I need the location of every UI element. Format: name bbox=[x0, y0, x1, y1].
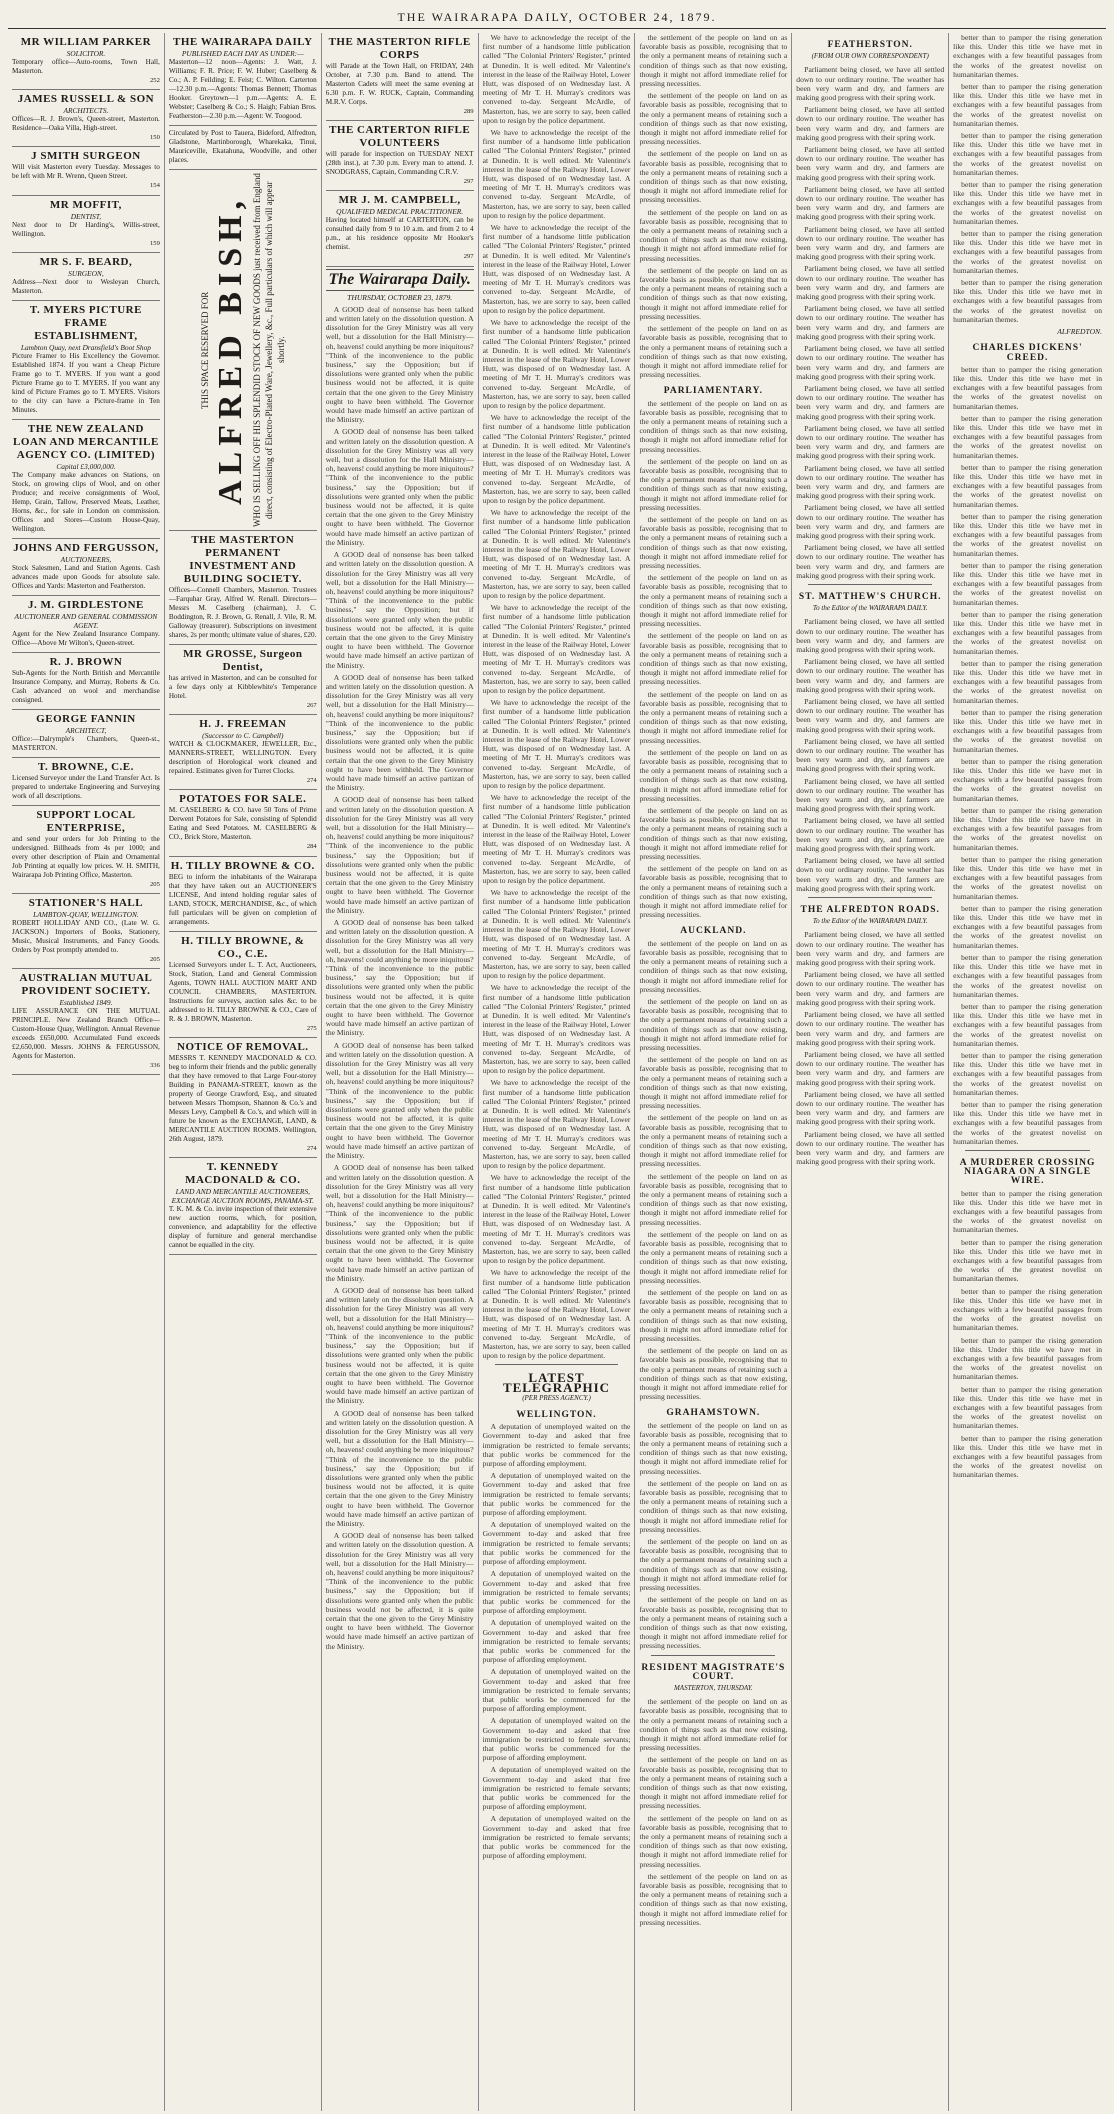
ad-body: Masterton—12 noon—Agents: J. Watt, J. Williams; F. R. Price; F. W. Huber; Caselberg & Co.; A. P. Feilding; E. Feist; C. Wilton. Carterton—12.30 p.m.—Agents: Thomas Bennett; Thomas Hooker. Greytown—1 p.m.—Agents: A. E. Webster; Caselberg & Co.; S. Haigh; Fabian Bros. Featherston—2.30 p.m.—Agent: W. Toogood. bbox=[168, 58, 317, 120]
niagara-heading: A MURDERER CROSSING NIAGARA ON A SINGLE WIRE. bbox=[959, 1157, 1096, 1187]
ad-body: M. CASELBERG & CO. have 50 Tons of Prime Derwent Potatoes for Sale, consisting of Splendid Eating and Seed Potatoes. M. CASELBERG & CO., Brick Store, Masterton. bbox=[168, 806, 317, 842]
ad-heading: POTATOES FOR SALE. bbox=[179, 793, 307, 806]
ad-heading: STATIONER'S HALL bbox=[28, 897, 144, 910]
local-news: We have to acknowledge the receipt of the first number of a handsome little publication called "The Colonial Printers' Register," printed at Dunedin. It is well edited. Mr Valentine's interest in the lease of the Railway Hotel, Lower Hutt, was disposed of on Wednesday last. A meeting of Mr T. H. Murray's creditors was convened to-day. Sergeant McArdle, of Masterton, has, we are sorry to say, been called upon to resign by the police department. We have to acknowledge the receipt of the first number of a handsome little publication called "The Colonial Printers' Register," printed at Dunedin. It is well edited. Mr Valentine's interest in the lease of the Railway Hotel, Lower Hutt, was disposed of on Wednesday last. A meeting of Mr T. H. Murray's creditors was convened to-day. Sergeant McArdle, of Masterton, has, we are sorry to say, been called upon to resign by the police department. We have to acknowledge the receipt of the first number of a handsome little publication called "The Colonial Printers' Register," printed at Dunedin. It is well edited. Mr Valentine's interest in the lease of the Railway Hotel, Lower Hutt, was disposed of on Wednesday last. A meeting of Mr T. H. Murray's creditors was convened to-day. Sergeant McArdle, of Masterton, has, we are sorry to say, been called upon to resign by the police department. We have to acknowledge the receipt of the first number of a handsome little publication called "The Colonial Printers' Register," printed at Dunedin. It is well edited. Mr Valentine's interest in the lease of the Railway Hotel, Lower Hutt, was disposed of on Wednesday last. A meeting of Mr T. H. Murray's creditors was convened to-day. Sergeant McArdle, of Masterton, has, we are sorry to say, been called upon to resign by the police department. We have to acknowledge the receipt of the first number of a handsome little publication called "The Colonial Printers' Register," printed at Dunedin. It is well edited. Mr Valentine's interest in the lease of the Railway Hotel, Lower Hutt, was disposed of on Wednesday last. A meeting of Mr T. H. Murray's creditors was convened to-day. Sergeant McArdle, of Masterton, has, we are sorry to say, been called upon to resign by the police department. We have to acknowledge the receipt of the first number of a handsome little publication called "The Colonial Printers' Register," printed at Dunedin. It is well edited. Mr Valentine's interest in the lease of the Railway Hotel, Lower Hutt, was disposed of on Wednesday last. A meeting of Mr T. H. Murray's creditors was convened to-day. Sergeant McArdle, of Masterton, has, we are sorry to say, been called upon to resign by the police department. We have to acknowledge the receipt of the first number of a handsome little publication called "The Colonial Printers' Register," printed at Dunedin. It is well edited. Mr Valentine's interest in the lease of the Railway Hotel, Lower Hutt, was disposed of on Wednesday last. A meeting of Mr T. H. Murray's creditors was convened to-day. Sergeant McArdle, of Masterton, has, we are sorry to say, been called upon to resign by the police department. We have to acknowledge the receipt of the first number of a handsome little publication called "The Colonial Printers' Register," printed at Dunedin. It is well edited. Mr Valentine's interest in the lease of the Railway Hotel, Lower Hutt, was disposed of on Wednesday last. A meeting of Mr T. H. Murray's creditors was convened to-day. Sergeant McArdle, of Masterton, has, we are sorry to say, been called upon to resign by the police department. We have to acknowledge the receipt of the first number of a handsome little publication called "The Colonial Printers' Register," printed at Dunedin. It is well edited. Mr Valentine's interest in the lease of the Railway Hotel, Lower Hutt, was disposed of on Wednesday last. A meeting of Mr T. H. Murray's creditors was convened to-day. Sergeant McArdle, of Masterton, has, we are sorry to say, been called upon to resign by the police department. We have to acknowledge the receipt of the first number of a handsome little publication called "The Colonial Printers' Register," printed at Dunedin. It is well edited. Mr Valentine's interest in the lease of the Railway Hotel, Lower Hutt, was disposed of on Wednesday last. A meeting of Mr T. H. Murray's creditors was convened to-day. Sergeant McArdle, of Masterton, has, we are sorry to say, been called upon to resign by the police department. We have to acknowledge the receipt of the first number of a handsome little publication called "The Colonial Printers' Register," printed at Dunedin. It is well edited. Mr Valentine's interest in the lease of the Railway Hotel, Lower Hutt, was disposed of on Wednesday last. A meeting of Mr T. H. Murray's creditors was convened to-day. Sergeant McArdle, of Masterton, has, we are sorry to say, been called upon to resign by the police department. We have to acknowledge the receipt of the first number of a handsome little publication called "The Colonial Printers' Register," printed at Dunedin. It is well edited. Mr Valentine's interest in the lease of the Railway Hotel, Lower Hutt, was disposed of on Wednesday last. A meeting of Mr T. H. Murray's creditors was convened to-day. Sergeant McArdle, of Masterton, has, we are sorry to say, been called upon to resign by the police department. We have to acknowledge the receipt of the first number of a handsome little publication called "The Colonial Printers' Register," printed at Dunedin. It is well edited. Mr Valentine's interest in the lease of the Railway Hotel, Lower Hutt, was disposed of on Wednesday last. A meeting of Mr T. H. Murray's creditors was convened to-day. Sergeant McArdle, of Masterton, has, we are sorry to say, been called upon to resign by the police department. We have to acknowledge the receipt of the first number of a handsome little publication called "The Colonial Printers' Register," printed at Dunedin. It is well edited. Mr Valentine's interest in the lease of the Railway Hotel, Lower Hutt, was disposed of on Wednesday last. A meeting of Mr T. H. Murray's creditors was convened to-day. Sergeant McArdle, of Masterton, has, we are sorry to say, been called upon to resign by the police department. bbox=[482, 33, 631, 1361]
court-heading: RESIDENT MAGISTRATE'S COURT. bbox=[641, 1662, 786, 1682]
ad-number: 274 bbox=[306, 1144, 317, 1152]
alfredton-roads-heading: THE ALFREDTON ROADS. bbox=[800, 905, 940, 916]
ad-body: will Parade at the Town Hall, on FRIDAY, 24th October, at 7.30 p.m. Band to attend. The Masterton Cadets will meet the same evening at 6.30 p.m. F. W. RUCK, Captain, Commanding M.R.V. Corps. bbox=[325, 62, 474, 106]
grahamstown-heading: GRAHAMSTOWN. bbox=[666, 1408, 761, 1419]
ad-heading: J SMITH SURGEON bbox=[31, 150, 141, 163]
ad-body: Sub-Agents for the North British and Mercantile Insurance Company, and Murray, Roberts & Co. Cash advanced on wool and merchandise consigned. bbox=[12, 668, 160, 704]
advertisement bbox=[326, 33, 474, 121]
ad-body: Address—Next door to Wesleyan Church, Masterton. bbox=[12, 277, 160, 295]
advertisement bbox=[12, 420, 160, 539]
ad-body: Stock Salesmen, Land and Station Agents. Cash advances made upon Goods for absolute sale. Offices and Yards: Masterton and Featherston. bbox=[12, 563, 160, 590]
ad-heading: JOHNS AND FERGUSSON, bbox=[13, 541, 159, 554]
advertisement bbox=[169, 33, 317, 126]
ad-body: Picture Framer to His Excellency the Governor. Established 1874. If you want a Cheap Picture Frame go to T. MYERS. If you want a good Picture Frame go to T. MYERS. If you want any kind of Picture Frames go to T. MYERS. Visitors to the city can have a Picture-frame in Ten Minutes. bbox=[12, 351, 160, 414]
ad-subheading: DENTIST, bbox=[70, 211, 102, 221]
ad-subheading: ARCHITECTS. bbox=[63, 106, 109, 116]
alfred-bish-ad bbox=[169, 170, 317, 531]
st-matthews-sub: To the Editor of the WAIRARAPA DAILY. bbox=[812, 604, 928, 613]
ad-subheading: LAND AND MERCANTILE AUCTIONEERS, EXCHANGE AUCTION ROOMS, PANAMA-ST. bbox=[171, 1187, 314, 1206]
ad-body: Having located himself at CARTERTON, can be consulted daily from 9 to 10 a.m. and from 2 to 4 p.m., at his residence opposite Mr Hooker's chemist. bbox=[325, 216, 474, 252]
ad-body: Agent for the New Zealand Insurance Company. Office—Above Mr Wilton's, Queen-street. bbox=[12, 629, 160, 647]
ad-body: Next door to Dr Harding's, Willis-street, Wellington. bbox=[12, 220, 160, 238]
ad-heading: GEORGE FANNIN bbox=[36, 712, 136, 725]
advertisement bbox=[169, 531, 317, 645]
ad-subheading: SOLICITOR. bbox=[66, 49, 106, 58]
ad-body: The Company make advances on Stations, on Stock, on growing clips of Wool, and on other Produce; and receive consignments of Wool, Hemp, Grain, Tallow, Preserved Meats, Leather, Horns, &c., for sale in London on commission. Offices and Stores—Custom House-Quay, Wellington. bbox=[12, 470, 160, 533]
column-7: better than to pamper the rising generation like this. Under this title we have met in exchanges with a few beautiful passages from the works of the greatest novelist on humanitarian themes. better than to pamper the rising generation like this. Under this title we have met in exchanges with a few beautiful passages from the works of the greatest novelist on humanitarian themes. better than to pamper the rising generation like this. Under this title we have met in exchanges with a few beautiful passages from the works of the greatest novelist on humanitarian themes. better than to pamper the rising generation like this. Under this title we have met in exchanges with a few beautiful passages from the works of the greatest novelist on humanitarian themes. better than to pamper the rising generation like this. Under this title we have met in exchanges with a few beautiful passages from the works of the greatest novelist on humanitarian themes. better than to pamper the rising generation like this. Under this title we have met in exchanges with a few beautiful passages from the works of the greatest novelist on humanitarian themes. ALFREDTON. CHARLES DICKENS' CREED. better than to pamper the rising generation like this. Under this title we have met in exchanges with a few beautiful passages from the works of the greatest novelist on humanitarian themes. better than to pamper the rising generation like this. Under this title we have met in exchanges with a few beautiful passages from the works of the greatest novelist on humanitarian themes. better than to pamper the rising generation like this. Under this title we have met in exchanges with a few beautiful passages from the works of the greatest novelist on humanitarian themes. better than to pamper the rising generation like this. Under this title we have met in exchanges with a few beautiful passages from the works of the greatest novelist on humanitarian themes. better than to pamper the rising generation like this. Under this title we have met in exchanges with a few beautiful passages from the works of the greatest novelist on humanitarian themes. better than to pamper the rising generation like this. Under this title we have met in exchanges with a few beautiful passages from the works of the greatest novelist on humanitarian themes. better than to pamper the rising generation like this. Under this title we have met in exchanges with a few beautiful passages from the works of the greatest novelist on humanitarian themes. better than to pamper the rising generation like this. Under this title we have met in exchanges with a few beautiful passages from the works of the greatest novelist on humanitarian themes. better than to pamper the rising generation like this. Under this title we have met in exchanges with a few beautiful passages from the works of the greatest novelist on humanitarian themes. better than to pamper the rising generation like this. Under this title we have met in exchanges with a few beautiful passages from the works of the greatest novelist on humanitarian themes. better than to pamper the rising generation like this. Under this title we have met in exchanges with a few beautiful passages from the works of the greatest novelist on humanitarian themes. better than to pamper the rising generation like this. Under this title we have met in exchanges with a few beautiful passages from the works of the greatest novelist on humanitarian themes. better than to pamper the rising generation like this. Under this title we have met in exchanges with a few beautiful passages from the works of the greatest novelist on humanitarian themes. better than to pamper the rising generation like this. Under this title we have met in exchanges with a few beautiful passages from the works of the greatest novelist on humanitarian themes. better than to pamper the rising generation like this. Under this title we have met in exchanges with a few beautiful passages from the works of the greatest novelist on humanitarian themes. better than to pamper the rising generation like this. Under this title we have met in exchanges with a few beautiful passages from the works of the greatest novelist on humanitarian themes. A MURDERER CROSSING NIAGARA ON A SINGLE WIRE. better than to pamper the rising generation like this. Under this title we have met in exchanges with a few beautiful passages from the works of the greatest novelist on humanitarian themes. better than to pamper the rising generation like this. Under this title we have met in exchanges with a few beautiful passages from the works of the greatest novelist on humanitarian themes. better than to pamper the rising generation like this. Under this title we have met in exchanges with a few beautiful passages from the works of the greatest novelist on humanitarian themes. better than to pamper the rising generation like this. Under this title we have met in exchanges with a few beautiful passages from the works of the greatest novelist on humanitarian themes. better than to pamper the rising generation like this. Under this title we have met in exchanges with a few beautiful passages from the works of the greatest novelist on humanitarian themes. better than to pamper the rising generation like this. Under this title we have met in exchanges with a few beautiful passages from the works of the greatest novelist on humanitarian themes. bbox=[953, 33, 1103, 1480]
advertisement bbox=[12, 539, 160, 596]
featherston-sub: (FROM OUR OWN CORRESPONDENT) bbox=[811, 52, 929, 61]
ad-heading: H. TILLY BROWNE, & CO., C.E. bbox=[181, 934, 305, 960]
ad-number: 150 bbox=[149, 134, 160, 142]
advertisement bbox=[12, 596, 160, 653]
ad-body: Circulated by Post to Tauera, Bideford, Alfredton, Gladstone, Martinborough, Wharekaka, Tinui, Mauriceville, Ekatahuna, Woodville, and other places. bbox=[168, 129, 317, 164]
ad-heading: THE CARTERTON RIFLE VOLUNTEERS bbox=[329, 124, 471, 150]
ad-body: Offices—Connell Chambers, Masterton. Trustees—Farquhar Gray, Alfred W. Renall. Directors—Messrs M. Caselberg (chairman), J. C. Boddington, R. J. Brown, G. Renall, J. Vile, R. M. Galloway (treasurer). Subscriptions on investment shares, 2s per month; ultimate value of shares, £20. bbox=[168, 586, 317, 639]
ad-heading: THE MASTERTON PERMANENT INVESTMENT AND BUILDING SOCIETY. bbox=[183, 534, 302, 585]
ad-heading: R. J. BROWN bbox=[49, 655, 123, 668]
column-2 bbox=[165, 33, 322, 2111]
advertisement bbox=[169, 790, 317, 856]
ad-body: has arrived in Masterton, and can be consulted for a few days only at Kibblewhite's Temperance Hotel. bbox=[168, 674, 317, 700]
ad-heading: NOTICE OF REMOVAL. bbox=[177, 1040, 309, 1053]
advertisement bbox=[169, 1038, 317, 1158]
ad-body: ROBERT HOLLIDAY AND CO., (Late W. G. JACKSON.) Importers of Books, Stationery, Music, Musical Instruments, and Fancy Goods. Orders by Post promptly attended to. bbox=[12, 919, 160, 955]
ad-body: WATCH & CLOCKMAKER, JEWELLER, Etc., MANNERS-STREET, WELLINGTON. Every description of Horological work cleaned and repaired. Estimates given for Turret Clocks. bbox=[168, 740, 317, 776]
ad-heading: THE NEW ZEALAND LOAN AND MERCANTILE AGENCY CO. (LIMITED) bbox=[13, 422, 159, 461]
advertisement bbox=[169, 932, 317, 1038]
advertisement bbox=[12, 969, 160, 1075]
telegraphic-news: A deputation of unemployed waited on the Government to-day and asked that free immigration be restricted to female servants; that public works be commenced for the purpose of affording employment. A deputation of unemployed waited on the Government to-day and asked that free immigration be restricted to female servants; that public works be commenced for the purpose of affording employment. A deputation of unemployed waited on the Government to-day and asked that free immigration be restricted to female servants; that public works be commenced for the purpose of affording employment. A deputation of unemployed waited on the Government to-day and asked that free immigration be restricted to female servants; that public works be commenced for the purpose of affording employment. A deputation of unemployed waited on the Government to-day and asked that free immigration be restricted to female servants; that public works be commenced for the purpose of affording employment. A deputation of unemployed waited on the Government to-day and asked that free immigration be restricted to female servants; that public works be commenced for the purpose of affording employment. A deputation of unemployed waited on the Government to-day and asked that free immigration be restricted to female servants; that public works be commenced for the purpose of affording employment. A deputation of unemployed waited on the Government to-day and asked that free immigration be restricted to female servants; that public works be commenced for the purpose of affording employment. A deputation of unemployed waited on the Government to-day and asked that free immigration be restricted to female servants; that public works be commenced for the purpose of affording employment. bbox=[482, 1422, 631, 1861]
advertisement bbox=[169, 126, 317, 170]
ad-subheading: (Successor to C. Campbell) bbox=[202, 731, 284, 741]
ad-body: Temporary office—Auto-rooms, Town Hall, Masterton. bbox=[12, 58, 160, 75]
advertisement bbox=[12, 33, 160, 90]
ad-heading: H. TILLY BROWNE & CO. bbox=[170, 859, 315, 872]
column-1 bbox=[8, 33, 165, 2111]
paper-title: The Wairarapa Daily. bbox=[326, 269, 474, 291]
column-4 bbox=[479, 33, 636, 2111]
ad-heading: MR S. F. BEARD, bbox=[39, 255, 133, 268]
column-5: the settlement of the people on land on as favorable basis as possible, recognising that to the only a permanent means of retaining such a condition of things such as that now existing, though it might not afford immediate relief for pressing necessities. the settlement of the people on land on as favorable basis as possible, recognising that to the only a permanent means of retaining such a condition of things such as that now existing, though it might not afford immediate relief for pressing necessities. the settlement of the people on land on as favorable basis as possible, recognising that to the only a permanent means of retaining such a condition of things such as that now existing, though it might not afford immediate relief for pressing necessities. the settlement of the people on land on as favorable basis as possible, recognising that to the only a permanent means of retaining such a condition of things such as that now existing, though it might not afford immediate relief for pressing necessities. the settlement of the people on land on as favorable basis as possible, recognising that to the only a permanent means of retaining such a condition of things such as that now existing, though it might not afford immediate relief for pressing necessities. the settlement of the people on land on as favorable basis as possible, recognising that to the only a permanent means of retaining such a condition of things such as that now existing, though it might not afford immediate relief for pressing necessities. PARLIAMENTARY. the settlement of the people on land on as favorable basis as possible, recognising that to the only a permanent means of retaining such a condition of things such as that now existing, though it might not afford immediate relief for pressing necessities. the settlement of the people on land on as favorable basis as possible, recognising that to the only a permanent means of retaining such a condition of things such as that now existing, though it might not afford immediate relief for pressing necessities. the settlement of the people on land on as favorable basis as possible, recognising that to the only a permanent means of retaining such a condition of things such as that now existing, though it might not afford immediate relief for pressing necessities. the settlement of the people on land on as favorable basis as possible, recognising that to the only a permanent means of retaining such a condition of things such as that now existing, though it might not afford immediate relief for pressing necessities. the settlement of the people on land on as favorable basis as possible, recognising that to the only a permanent means of retaining such a condition of things such as that now existing, though it might not afford immediate relief for pressing necessities. the settlement of the people on land on as favorable basis as possible, recognising that to the only a permanent means of retaining such a condition of things such as that now existing, though it might not afford immediate relief for pressing necessities. the settlement of the people on land on as favorable basis as possible, recognising that to the only a permanent means of retaining such a condition of things such as that now existing, though it might not afford immediate relief for pressing necessities. the settlement of the people on land on as favorable basis as possible, recognising that to the only a permanent means of retaining such a condition of things such as that now existing, though it might not afford immediate relief for pressing necessities. the settlement of the people on land on as favorable basis as possible, recognising that to the only a permanent means of retaining such a condition of things such as that now existing, though it might not afford immediate relief for pressing necessities. AUCKLAND. the settlement of the people on land on as favorable basis as possible, recognising that to the only a permanent means of retaining such a condition of things such as that now existing, though it might not afford immediate relief for pressing necessities. the settlement of the people on land on as favorable basis as possible, recognising that to the only a permanent means of retaining such a condition of things such as that now existing, though it might not afford immediate relief for pressing necessities. the settlement of the people on land on as favorable basis as possible, recognising that to the only a permanent means of retaining such a condition of things such as that now existing, though it might not afford immediate relief for pressing necessities. the settlement of the people on land on as favorable basis as possible, recognising that to the only a permanent means of retaining such a condition of things such as that now existing, though it might not afford immediate relief for pressing necessities. the settlement of the people on land on as favorable basis as possible, recognising that to the only a permanent means of retaining such a condition of things such as that now existing, though it might not afford immediate relief for pressing necessities. the settlement of the people on land on as favorable basis as possible, recognising that to the only a permanent means of retaining such a condition of things such as that now existing, though it might not afford immediate relief for pressing necessities. the settlement of the people on land on as favorable basis as possible, recognising that to the only a permanent means of retaining such a condition of things such as that now existing, though it might not afford immediate relief for pressing necessities. the settlement of the people on land on as favorable basis as possible, recognising that to the only a permanent means of retaining such a condition of things such as that now existing, though it might not afford immediate relief for pressing necessities. GRAHAMSTOWN. the settlement of the people on land on as favorable basis as possible, recognising that to the only a permanent means of retaining such a condition of things such as that now existing, though it might not afford immediate relief for pressing necessities. the settlement of the people on land on as favorable basis as possible, recognising that to the only a permanent means of retaining such a condition of things such as that now existing, though it might not afford immediate relief for pressing necessities. the settlement of the people on land on as favorable basis as possible, recognising that to the only a permanent means of retaining such a condition of things such as that now existing, though it might not afford immediate relief for pressing necessities. the settlement of the people on land on as favorable basis as possible, recognising that to the only a permanent means of retaining such a condition of things such as that now existing, though it might not afford immediate relief for pressing necessities. RESIDENT MAGISTRATE'S COURT. MASTERTON, THURSDAY. the settlement of the people on land on as favorable basis as possible, recognising that to the only a permanent means of retaining such a condition of things such as that now existing, though it might not afford immediate relief for pressing necessities. the settlement of the people on land on as favorable basis as possible, recognising that to the only a permanent means of retaining such a condition of things such as that now existing, though it might not afford immediate relief for pressing necessities. the settlement of the people on land on as favorable basis as possible, recognising that to the only a permanent means of retaining such a condition of things such as that now existing, though it might not afford immediate relief for pressing necessities. the settlement of the people on land on as favorable basis as possible, recognising that to the only a permanent means of retaining such a condition of things such as that now existing, though it might not afford immediate relief for pressing necessities. bbox=[635, 33, 792, 2111]
ad-number: 205 bbox=[149, 880, 160, 888]
ad-heading: T. BROWNE, C.E. bbox=[37, 760, 134, 773]
ad-body: T. K. M. & Co. invite inspection of their extensive new auction rooms, which, for position, convenience, and adaptability for the effective display of furniture and general merchandise cannot be equalled in the city. bbox=[168, 1205, 317, 1250]
ad-number: 274 bbox=[306, 777, 317, 785]
ad-subheading: ARCHITECT, bbox=[65, 725, 107, 735]
ad-body: MESSRS T. KENNEDY MACDONALD & CO. beg to inform their friends and the public generally that they have removed to that Large Four-storey Building in PANAMA-STREET, known as the property of George Crawford, Esq., and situated between Messrs Thompson, Shannon & Co.'s and Messrs Levy, Campbell & Co.'s, and which will in future be known as the EXCHANGE, LAND, & MERCANTILE AUCTION ROOMS. Wellington, 26th August, 1879. bbox=[168, 1053, 317, 1143]
ad-body: BEG to inform the inhabitants of the Wairarapa that they have taken out an AUCTIONEER'S LICENSE, And intend holding regular sales of LAND, STOCK, MERCHANDISE, &c., of which full particulars will be given on completion of arrangements. bbox=[168, 872, 317, 926]
advertisement bbox=[169, 645, 317, 715]
ad-heading: MR J. M. CAMPBELL, bbox=[338, 194, 461, 207]
ad-body: and send your orders for Job Printing to the undersigned. Billheads from 4s per 1000; and every other description of Plain and Ornamental Job Printing at equally low prices. W. H. SMITH, Wairarapa Job Printing Office, Masterton. bbox=[12, 834, 160, 879]
dickens-heading: CHARLES DICKENS' CREED. bbox=[972, 343, 1083, 363]
advertisement bbox=[12, 758, 160, 806]
ad-heading: SUPPORT LOCAL ENTERPRISE, bbox=[36, 808, 136, 834]
ad-heading: H. J. FREEMAN bbox=[199, 718, 287, 731]
ad-body: will parade for inspection on TUESDAY NEXT (28th inst.), at 7.30 p.m. Every man to attend. J. SNODGRASS, Captain, Commanding C.R.V. bbox=[325, 150, 474, 177]
bish-name: ALFRED BISH, bbox=[211, 194, 249, 506]
ad-body: Licensed Surveyors under L. T. Act, Auctioneers, Stock, Station, Land and General Commission Agents, TOWN HALL AUCTION MART AND COUNCIL CHAMBERS, MASTERTON. Instructions for surveys, auction sales &c. to be addressed to H. TILLY BROWNE & CO., Care of R. & J. BROWN, Masterton. bbox=[168, 960, 317, 1023]
ad-subheading: Capital £3,000,000. bbox=[56, 461, 116, 471]
advertisement bbox=[169, 857, 317, 932]
paper-date: THURSDAY, OCTOBER 23, 1879. bbox=[347, 292, 453, 302]
ad-subheading: Established 1849. bbox=[59, 998, 113, 1008]
advertisement bbox=[169, 715, 317, 790]
ad-subheading: AUCTIONEER AND GENERAL COMMISSION AGENT. bbox=[14, 611, 158, 630]
featherston-heading: FEATHERSTON. bbox=[827, 40, 913, 50]
telegraphic-sub: (PER PRESS AGENCY.) bbox=[522, 1393, 591, 1402]
advertisement bbox=[326, 191, 474, 266]
ad-body: LIFE ASSURANCE ON THE MUTUAL PRINCIPLE. New Zealand Branch Office—Custom-House Quay, Wellington. Annual Revenue exceeds £650,000. Accumulated Fund exceeds £2,650,000. Messrs. JOHNS & FERGUSSON, Agents for Masterton. bbox=[12, 1007, 160, 1061]
ad-subheading: LAMBTON-QUAY, WELLINGTON. bbox=[33, 910, 139, 920]
ad-heading: MR WILLIAM PARKER bbox=[20, 36, 152, 48]
advertisement bbox=[12, 806, 160, 894]
ad-subheading: SURGEON, bbox=[68, 268, 104, 278]
ad-body: Offices—R. J. Brown's, Queen-street, Masterton. Residence—Oaka Villa, High-street. bbox=[12, 115, 160, 133]
ad-heading: AUSTRALIAN MUTUAL PROVIDENT SOCIETY. bbox=[19, 972, 153, 998]
ad-body: Will visit Masterton every Tuesday. Messages to be left with Mr R. Wrenn, Queen Street. bbox=[12, 163, 160, 181]
ad-heading: JAMES RUSSELL & SON bbox=[17, 93, 155, 106]
column-3 bbox=[322, 33, 479, 2111]
ad-subheading: QUALIFIED MEDICAL PRACTITIONER. bbox=[336, 207, 464, 217]
telegraphic-place: WELLINGTON. bbox=[516, 1410, 597, 1421]
ad-heading: THE WAIRARAPA DAILY bbox=[173, 36, 313, 48]
ad-heading: MR MOFFIT, bbox=[49, 198, 122, 211]
alfredton-roads-sub: To the Editor of the WAIRARAPA DAILY. bbox=[812, 917, 928, 926]
alfredton-sign: ALFREDTON. bbox=[1057, 327, 1103, 337]
columns bbox=[8, 33, 1106, 2111]
ad-number: 252 bbox=[149, 77, 160, 84]
advertisement bbox=[169, 1158, 317, 1255]
ad-heading: T. MYERS PICTURE FRAME ESTABLISHMENT, bbox=[29, 303, 142, 342]
ad-number: 297 bbox=[463, 253, 474, 261]
ad-number: 159 bbox=[149, 239, 160, 247]
ad-heading: MR GROSSE, Surgeon Dentist, bbox=[183, 648, 303, 673]
ad-subheading: Lambton Quay, next Dransfield's Boot Shop bbox=[20, 342, 151, 352]
ad-heading: THE MASTERTON RIFLE CORPS bbox=[328, 36, 471, 61]
ad-body: Licensed Surveyor under the Land Transfer Act. Is prepared to undertake Engineering and Surveying work of all descriptions. bbox=[12, 773, 160, 800]
parliamentary-heading: PARLIAMENTARY. bbox=[663, 386, 763, 397]
column-6: FEATHERSTON. (FROM OUR OWN CORRESPONDENT) Parliament being closed, we have all settled down to our ordinary routine. The weather has been very warm and dry, and farmers are making good progress with their spring work. Parliament being closed, we have all settled down to our ordinary routine. The weather has been very warm and dry, and farmers are making good progress with their spring work. Parliament being closed, we have all settled down to our ordinary routine. The weather has been very warm and dry, and farmers are making good progress with their spring work. Parliament being closed, we have all settled down to our ordinary routine. The weather has been very warm and dry, and farmers are making good progress with their spring work. Parliament being closed, we have all settled down to our ordinary routine. The weather has been very warm and dry, and farmers are making good progress with their spring work. Parliament being closed, we have all settled down to our ordinary routine. The weather has been very warm and dry, and farmers are making good progress with their spring work. Parliament being closed, we have all settled down to our ordinary routine. The weather has been very warm and dry, and farmers are making good progress with their spring work. Parliament being closed, we have all settled down to our ordinary routine. The weather has been very warm and dry, and farmers are making good progress with their spring work. Parliament being closed, we have all settled down to our ordinary routine. The weather has been very warm and dry, and farmers are making good progress with their spring work. Parliament being closed, we have all settled down to our ordinary routine. The weather has been very warm and dry, and farmers are making good progress with their spring work. Parliament being closed, we have all settled down to our ordinary routine. The weather has been very warm and dry, and farmers are making good progress with their spring work. Parliament being closed, we have all settled down to our ordinary routine. The weather has been very warm and dry, and farmers are making good progress with their spring work. Parliament being closed, we have all settled down to our ordinary routine. The weather has been very warm and dry, and farmers are making good progress with their spring work. ST. MATTHEW'S CHURCH. To the Editor of the WAIRARAPA DAILY. Parliament being closed, we have all settled down to our ordinary routine. The weather has been very warm and dry, and farmers are making good progress with their spring work. Parliament being closed, we have all settled down to our ordinary routine. The weather has been very warm and dry, and farmers are making good progress with their spring work. Parliament being closed, we have all settled down to our ordinary routine. The weather has been very warm and dry, and farmers are making good progress with their spring work. Parliament being closed, we have all settled down to our ordinary routine. The weather has been very warm and dry, and farmers are making good progress with their spring work. Parliament being closed, we have all settled down to our ordinary routine. The weather has been very warm and dry, and farmers are making good progress with their spring work. Parliament being closed, we have all settled down to our ordinary routine. The weather has been very warm and dry, and farmers are making good progress with their spring work. Parliament being closed, we have all settled down to our ordinary routine. The weather has been very warm and dry, and farmers are making good progress with their spring work. THE ALFREDTON ROADS. To the Editor of the WAIRARAPA DAILY. Parliament being closed, we have all settled down to our ordinary routine. The weather has been very warm and dry, and farmers are making good progress with their spring work. Parliament being closed, we have all settled down to our ordinary routine. The weather has been very warm and dry, and farmers are making good progress with their spring work. Parliament being closed, we have all settled down to our ordinary routine. The weather has been very warm and dry, and farmers are making good progress with their spring work. Parliament being closed, we have all settled down to our ordinary routine. The weather has been very warm and dry, and farmers are making good progress with their spring work. Parliament being closed, we have all settled down to our ordinary routine. The weather has been very warm and dry, and farmers are making good progress with their spring work. Parliament being closed, we have all settled down to our ordinary routine. The weather has been very warm and dry, and farmers are making good progress with their spring work. bbox=[792, 33, 949, 2111]
ad-number: 267 bbox=[306, 702, 317, 709]
advertisement bbox=[12, 253, 160, 301]
bish-bottom: WHO IS SELLING OFF HIS SPLENDID STOCK OF NEW GOODS just received from England direct, consisting of Electro-Plated Ware, Jewellery, &c., Full particulars of which will appear shortly. bbox=[251, 173, 286, 527]
ad-number: 284 bbox=[306, 843, 317, 851]
advertisement bbox=[12, 196, 160, 253]
ad-body: Office:—Dalrymple's Chambers, Queen-st., MASTERTON. bbox=[12, 734, 160, 752]
ad-number: 275 bbox=[306, 1024, 317, 1032]
advertisement bbox=[12, 710, 160, 758]
auckland-heading: AUCKLAND. bbox=[680, 926, 747, 937]
ad-number: 297 bbox=[463, 178, 474, 186]
ad-number: 336 bbox=[149, 1062, 160, 1070]
ad-number: 289 bbox=[463, 108, 474, 115]
ad-heading: T. KENNEDY MACDONALD & CO. bbox=[185, 1161, 301, 1187]
advertisement bbox=[12, 90, 160, 147]
telegraphic-heading: LATEST TELEGRAPHIC bbox=[502, 1370, 611, 1395]
masthead: THE WAIRARAPA DAILY, OCTOBER 24, 1879. bbox=[8, 6, 1106, 29]
court-sub: MASTERTON, THURSDAY. bbox=[673, 1683, 753, 1692]
advertisement bbox=[12, 894, 160, 969]
leader-article: A GOOD deal of nonsense has been talked and written lately on the dissolution question. A dissolution for the Grey Ministry was all very well, but a dissolution for the Hall Ministry—oh, heavens! could anything be more iniquitous? "Think of the inconvenience to the public business," say the Opposition; but if dissolutions were granted only when the public business would not be affected, it is quite certain that the one given to the Grey Ministry ought to have been withheld. The Governor would have made himself an active partizan of the Ministry. A GOOD deal of nonsense has been talked and written lately on the dissolution question. A dissolution for the Grey Ministry was all very well, but a dissolution for the Hall Ministry—oh, heavens! could anything be more iniquitous? "Think of the inconvenience to the public business," say the Opposition; but if dissolutions were granted only when the public business would not be affected, it is quite certain that the one given to the Grey Ministry ought to have been withheld. The Governor would have made himself an active partizan of the Ministry. A GOOD deal of nonsense has been talked and written lately on the dissolution question. A dissolution for the Grey Ministry was all very well, but a dissolution for the Hall Ministry—oh, heavens! could anything be more iniquitous? "Think of the inconvenience to the public business," say the Opposition; but if dissolutions were granted only when the public business would not be affected, it is quite certain that the one given to the Grey Ministry ought to have been withheld. The Governor would have made himself an active partizan of the Ministry. A GOOD deal of nonsense has been talked and written lately on the dissolution question. A dissolution for the Grey Ministry was all very well, but a dissolution for the Hall Ministry—oh, heavens! could anything be more iniquitous? "Think of the inconvenience to the public business," say the Opposition; but if dissolutions were granted only when the public business would not be affected, it is quite certain that the one given to the Grey Ministry ought to have been withheld. The Governor would have made himself an active partizan of the Ministry. A GOOD deal of nonsense has been talked and written lately on the dissolution question. A dissolution for the Grey Ministry was all very well, but a dissolution for the Hall Ministry—oh, heavens! could anything be more iniquitous? "Think of the inconvenience to the public business," say the Opposition; but if dissolutions were granted only when the public business would not be affected, it is quite certain that the one given to the Grey Ministry ought to have been withheld. The Governor would have made himself an active partizan of the Ministry. A GOOD deal of nonsense has been talked and written lately on the dissolution question. A dissolution for the Grey Ministry was all very well, but a dissolution for the Hall Ministry—oh, heavens! could anything be more iniquitous? "Think of the inconvenience to the public business," say the Opposition; but if dissolutions were granted only when the public business would not be affected, it is quite certain that the one given to the Grey Ministry ought to have been withheld. The Governor would have made himself an active partizan of the Ministry. A GOOD deal of nonsense has been talked and written lately on the dissolution question. A dissolution for the Grey Ministry was all very well, but a dissolution for the Hall Ministry—oh, heavens! could anything be more iniquitous? "Think of the inconvenience to the public business," say the Opposition; but if dissolutions were granted only when the public business would not be affected, it is quite certain that the one given to the Grey Ministry ought to have been withheld. The Governor would have made himself an active partizan of the Ministry. A GOOD deal of nonsense has been talked and written lately on the dissolution question. A dissolution for the Grey Ministry was all very well, but a dissolution for the Hall Ministry—oh, heavens! could anything be more iniquitous? "Think of the inconvenience to the public business," say the Opposition; but if dissolutions were granted only when the public business would not be affected, it is quite certain that the one given to the Grey Ministry ought to have been withheld. The Governor would have made himself an active partizan of the Ministry. A GOOD deal of nonsense has been talked and written lately on the dissolution question. A dissolution for the Grey Ministry was all very well, but a dissolution for the Hall Ministry—oh, heavens! could anything be more iniquitous? "Think of the inconvenience to the public business," say the Opposition; but if dissolutions were granted only when the public business would not be affected, it is quite certain that the one given to the Grey Ministry ought to have been withheld. The Governor would have made himself an active partizan of the Ministry. A GOOD deal of nonsense has been talked and written lately on the dissolution question. A dissolution for the Grey Ministry was all very well, but a dissolution for the Hall Ministry—oh, heavens! could anything be more iniquitous? "Think of the inconvenience to the public business," say the Opposition; but if dissolutions were granted only when the public business would not be affected, it is quite certain that the one given to the Grey Ministry ought to have been withheld. The Governor would have made himself an active partizan of the Ministry. A GOOD deal of nonsense has been talked and written lately on the dissolution question. A dissolution for the Grey Ministry was all very well, but a dissolution for the Hall Ministry—oh, heavens! could anything be more iniquitous? "Think of the inconvenience to the public business," say the Opposition; but if dissolutions were granted only when the public business would not be affected, it is quite certain that the one given to the Grey Ministry ought to have been withheld. The Governor would have made himself an active partizan of the Ministry. bbox=[325, 304, 474, 1651]
ad-subheading: AUCTIONEERS, bbox=[60, 554, 112, 564]
advertisement bbox=[12, 653, 160, 710]
advertisement bbox=[326, 121, 474, 191]
ad-subheading: PUBLISHED EACH DAY AS UNDER:— bbox=[181, 49, 304, 58]
advertisement bbox=[12, 147, 160, 195]
bish-top: THIS SPACE RESERVED FOR bbox=[199, 291, 210, 409]
ad-number: 154 bbox=[149, 182, 160, 190]
ad-number: 205 bbox=[149, 956, 160, 964]
st-matthews-heading: ST. MATTHEW'S CHURCH. bbox=[798, 591, 942, 602]
ad-heading: J. M. GIRDLESTONE bbox=[27, 598, 144, 611]
advertisement bbox=[12, 301, 160, 420]
